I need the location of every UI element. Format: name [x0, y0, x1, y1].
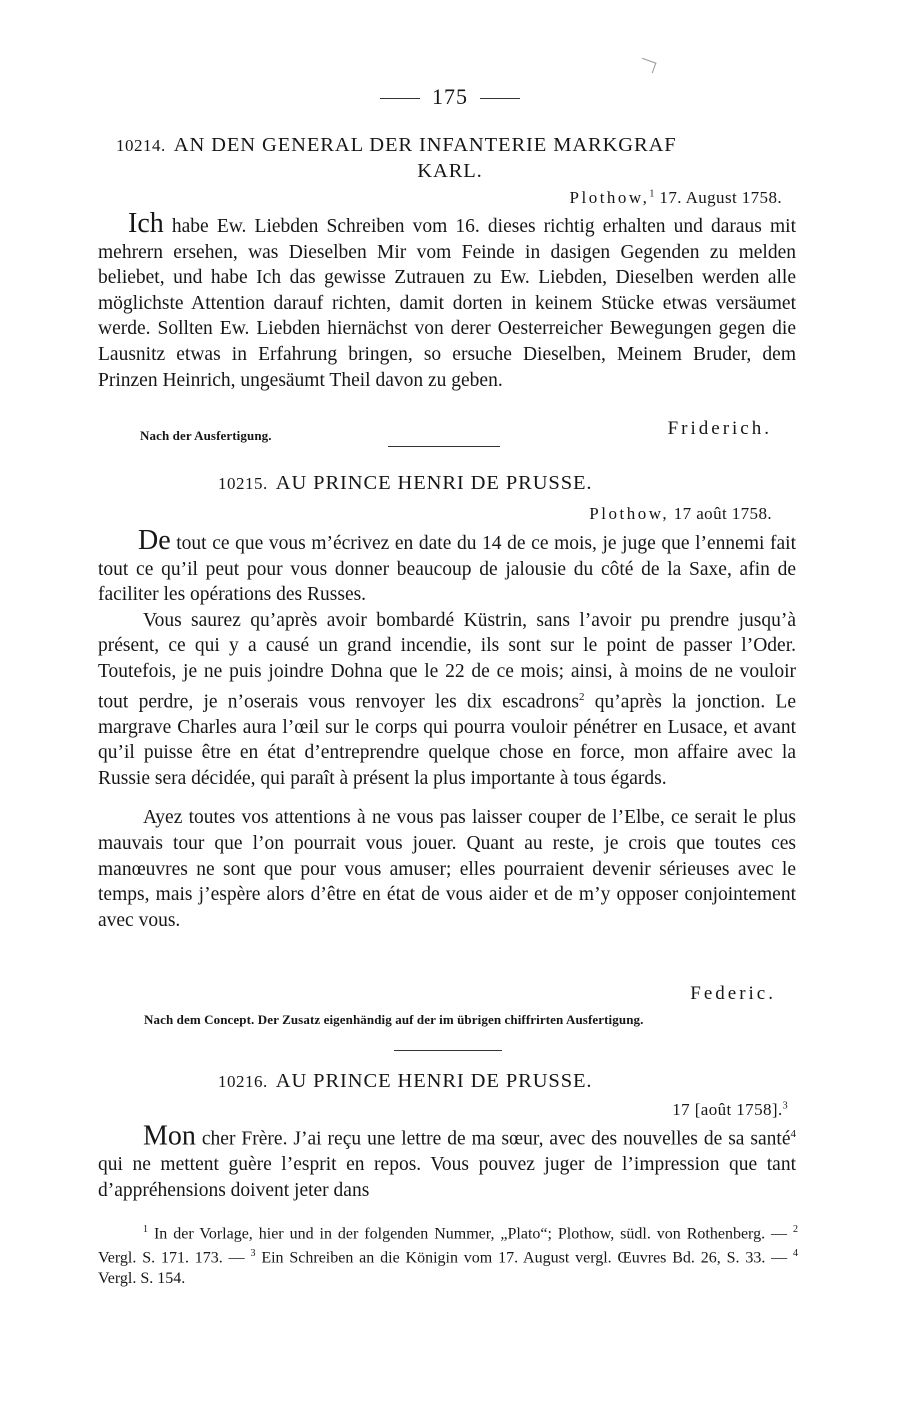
signature: Federic.	[690, 983, 776, 1004]
footnotes	[98, 1220, 798, 1289]
letter-heading-10216	[218, 1070, 592, 1093]
dash-left	[380, 98, 420, 99]
scan-mark	[639, 58, 657, 73]
letter-body	[98, 525, 796, 933]
letter-title-continued: KARL.	[417, 160, 483, 182]
dateline: Plothow, 17 août 1758.	[589, 504, 772, 523]
letter-heading-10214	[116, 134, 677, 157]
paragraph: Ayez toutes vos attentions à ne vous pas laisser couper de l’Elbe, ce serait le plus mauvais tour que l’on pourrait vous jouer. Quant au reste, je crois que toutes ces manœuvres ne sont que pour vous amuser; elles pourraient devenir sérieuses avec le temps, mais j’espère alors d’être en état de vous aider et de m’y opposer conjointement avec vous.	[98, 807, 796, 931]
letter-title: AU PRINCE HENRI DE PRUSSE.	[275, 472, 593, 494]
dash-right	[480, 98, 520, 99]
letter-heading-10215	[218, 472, 592, 495]
letter-title: AU PRINCE HENRI DE PRUSSE.	[275, 1070, 593, 1092]
section-divider	[388, 446, 500, 447]
letter-body	[98, 1122, 796, 1203]
dateline: Plothow,$^1$ 17. August 1758.	[569, 188, 782, 207]
paragraph: Ich habe Ew. Liebden Schreiben vom 16. dieses richtig erhalten und daraus mit mehrern ersehen, was Dieselben Mir vom Feinde in dasigen Gegenden zu melden beliebet, und habe Ich das gewisse Zutrauen zu Ew. Liebden, Dieselben werden alle möglichste Attention darauf richten, damit dorten in keinem Stücke etwas versäumet werde. Sollten Ew. Liebden hiernächst von derer Oesterreicher Bewegungen gegen die Lausnitz etwas in Erfahrung bringen, so ersuche Dieselben, Meinem Bruder, dem Prinzen Heinrich, ungesäumt Theil davon zu geben.	[98, 208, 796, 391]
section-divider	[394, 1050, 502, 1051]
source-note: Nach dem Concept. Der Zusatz eigenhändig auf der im übrigen chiffrirten Ausfertigung.	[144, 1012, 644, 1027]
paragraph: Mon cher Frère. J’ai reçu une lettre de ma sœur, avec des nouvelles de sa santé$^4$ qui ne mettent guère l’esprit en repos. Vous pouvez juger de l’impression que tant d’appréhensions doivent jeter dans	[98, 1120, 796, 1201]
source-note: Nach der Ausfertigung.	[140, 428, 272, 443]
page-number: 175	[0, 84, 900, 110]
paragraph: Vous saurez qu’après avoir bombardé Küstrin, sans l’avoir pu prendre jusqu’à présent, ce qui y a causé un grand incendie, ils sont sur le point de passer l’Oder. Toutefois, je ne puis joindre Dohna que le 22 de ce mois; ainsi, à moins de ne vouloir tout perdre, je n’oserais vous renvoyer les dix escadrons$^2$ qu’après la jonction. Le margrave Charles aura l’œil sur le corps qui pourra vouloir pénétrer en Lusace, et avant qu’il puisse être en état d’entreprendre quelque chose en force, mon affaire avec la Russie sera décidée, qui paraît à présent la plus importante à tous égards.	[98, 609, 796, 789]
letter-body	[98, 208, 796, 393]
footnote: $^1$ In der Vorlage, hier und in der folgenden Nummer, „Plato“; Plothow, südl. von Rothenberg. — $^2$ Vergl. S. 171. 173. — $^3$ Ein Schreiben an die Königin vom 17. August vergl. Œuvres Bd. 26, S. 33. — $^4$ Vergl. S. 154.	[98, 1224, 799, 1287]
letter-number: 10215.	[218, 474, 268, 493]
letter-number: 10214.	[116, 136, 166, 155]
letter-number: 10216.	[218, 1072, 268, 1091]
signature: Friderich.	[667, 418, 772, 439]
paragraph: De tout ce que vous m’écrivez en date du 14 de ce mois, je juge que l’ennemi fait tout ce qu’il peut pour vous donner beaucoup de jalousie du côté de la Saxe, afin de faciliter les opérations des Russes.	[98, 525, 796, 606]
dateline: 17 [août 1758].$^3$	[672, 1100, 788, 1119]
letter-title: AN DEN GENERAL DER INFANTERIE MARKGRAF	[173, 134, 677, 156]
